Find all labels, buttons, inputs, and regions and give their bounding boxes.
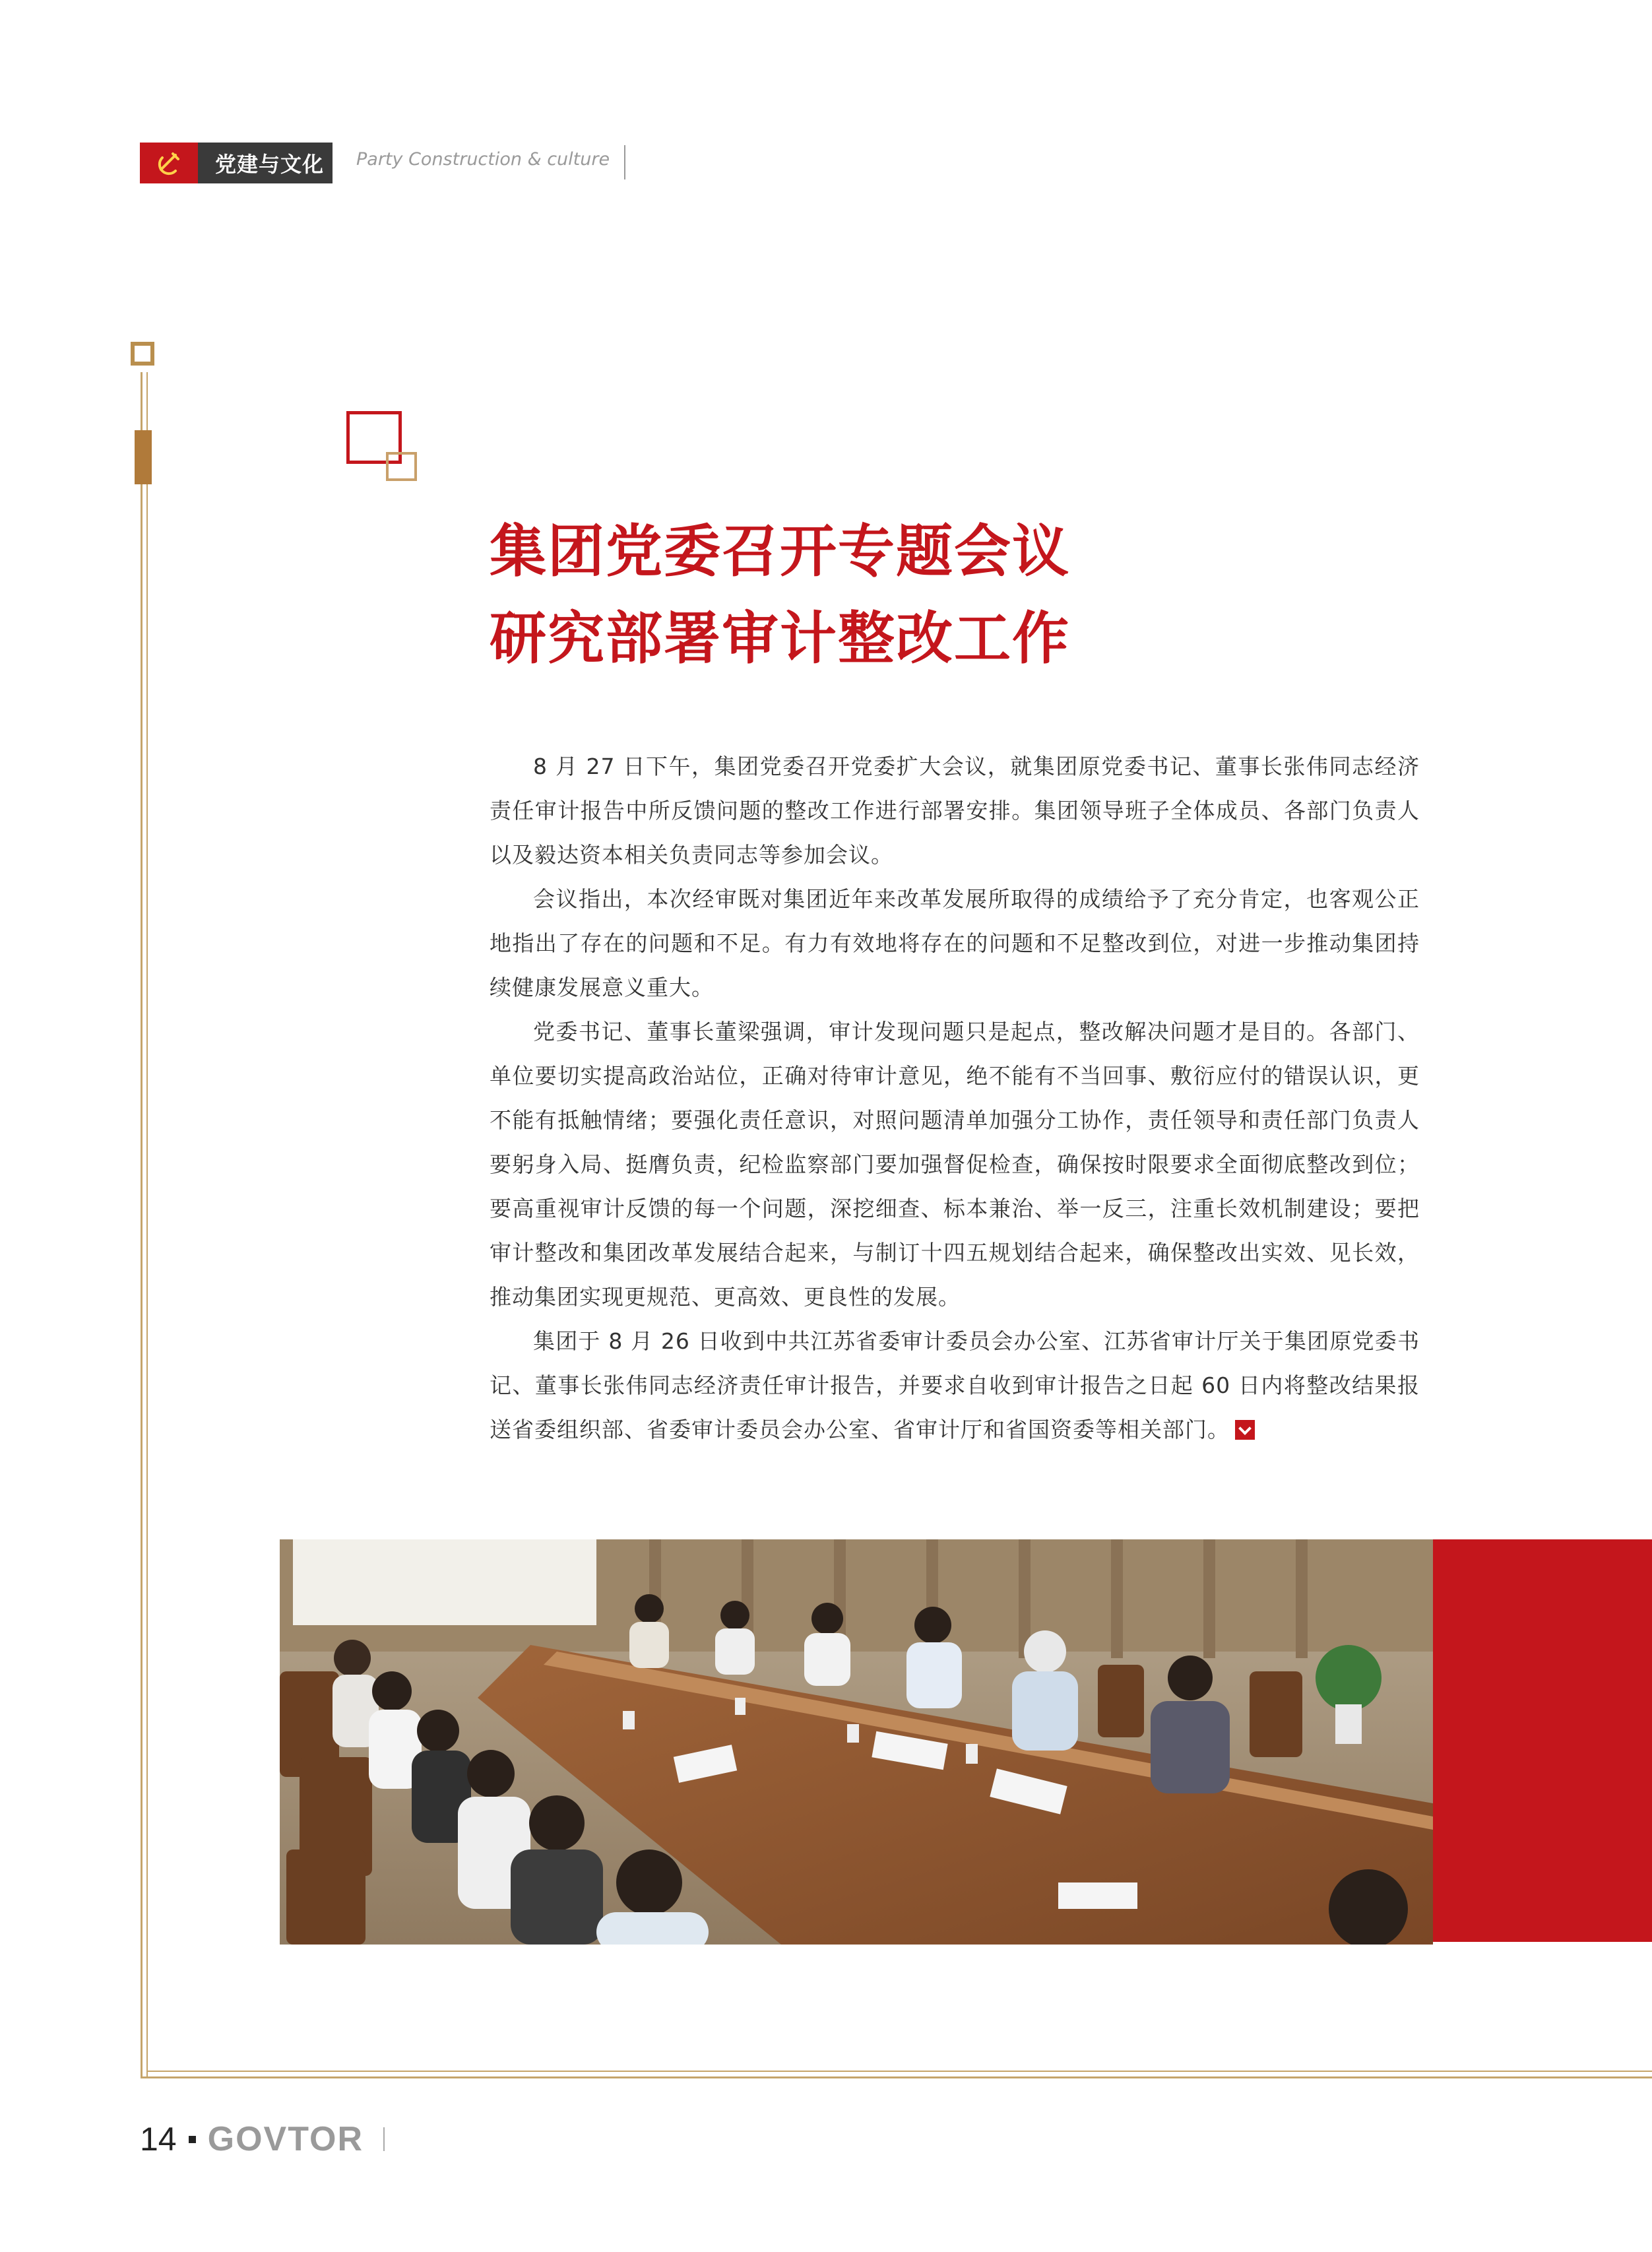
section-title-cn: 党建与文化 (215, 152, 325, 177)
article-body (490, 744, 1420, 1452)
title-line-2: 研究部署审计整改工作 (490, 606, 1070, 672)
section-header (140, 143, 333, 183)
frame-line-horizontal (141, 2076, 1652, 2078)
title-line-1: 集团党委召开专题会议 (490, 519, 1070, 585)
article-title (490, 508, 1479, 682)
page-footer (140, 2119, 385, 2159)
end-mark-icon (1235, 1420, 1255, 1440)
red-accent-block (1433, 1539, 1652, 1942)
frame-line-vertical-inner (146, 372, 148, 2078)
meeting-photo (280, 1539, 1433, 1945)
paragraph-3: 党委书记、董事长董梁强调，审计发现问题只是起点，整改解决问题才是目的。各部门、单位要切实提高政治站位，正确对待审计意见，绝不能有不当回事、敷衍应付的错误认识，更不能有抵触情绪；要强化责任意识，对照问题清单加强分工协作，责任领导和责任部门负责人要躬身入局、挺膺负责，纪检监察部门要加强督促检查，确保按时限要求全面彻底整改到位；要高重视审计反馈的每一个问题，深挖细查、标本兼治、举一反三，注重长效机制建设；要把审计整改和集团改革发展结合起来，与制订十四五规划结合起来，确保整改出实效、见长效，推动集团实现更规范、更高效、更良性的发展。 (490, 1019, 1420, 1310)
title-deco-square-small (386, 452, 417, 481)
footer-dot (189, 2136, 196, 2143)
page-number: 14 (140, 2121, 177, 2158)
section-title-en: Party Construction & culture (356, 149, 610, 170)
frame-line-vertical (141, 372, 143, 2078)
brand-logo: GOVTOR (207, 2120, 364, 2158)
paragraph-1: 8 月 27 日下午，集团党委召开党委扩大会议，就集团原党委书记、董事长张伟同志经济责任审计报告中所反馈问题的整改工作进行部署安排。集团领导班子全体成员、各部门负责人以及毅达资本相关负责同志等参加会议。 (490, 754, 1420, 868)
paragraph-2: 会议指出，本次经审既对集团近年来改革发展所取得的成绩给予了充分肯定，也客观公正地指出了存在的问题和不足。有力有效地将存在的问题和不足整改到位，对进一步推动集团持续健康发展意义重大。 (490, 886, 1420, 1000)
frame-accent-bar (135, 430, 152, 484)
frame-line-horizontal-inner (146, 2071, 1652, 2072)
frame-corner-square (131, 342, 154, 366)
paragraph-4 (490, 1319, 1420, 1452)
header-divider (624, 145, 625, 179)
footer-divider (383, 2127, 385, 2151)
paragraph-4-text: 集团于 8 月 26 日收到中共江苏省委审计委员会办公室、江苏省审计厅关于集团原党委书记、董事长张伟同志经济责任审计报告，并要求自收到审计报告之日起 60 日内将整改结果报送省委组织部、省委审计委员会办公室、省审计厅和省国资委等相关部门。 (490, 1328, 1420, 1442)
party-emblem-icon (140, 143, 198, 183)
